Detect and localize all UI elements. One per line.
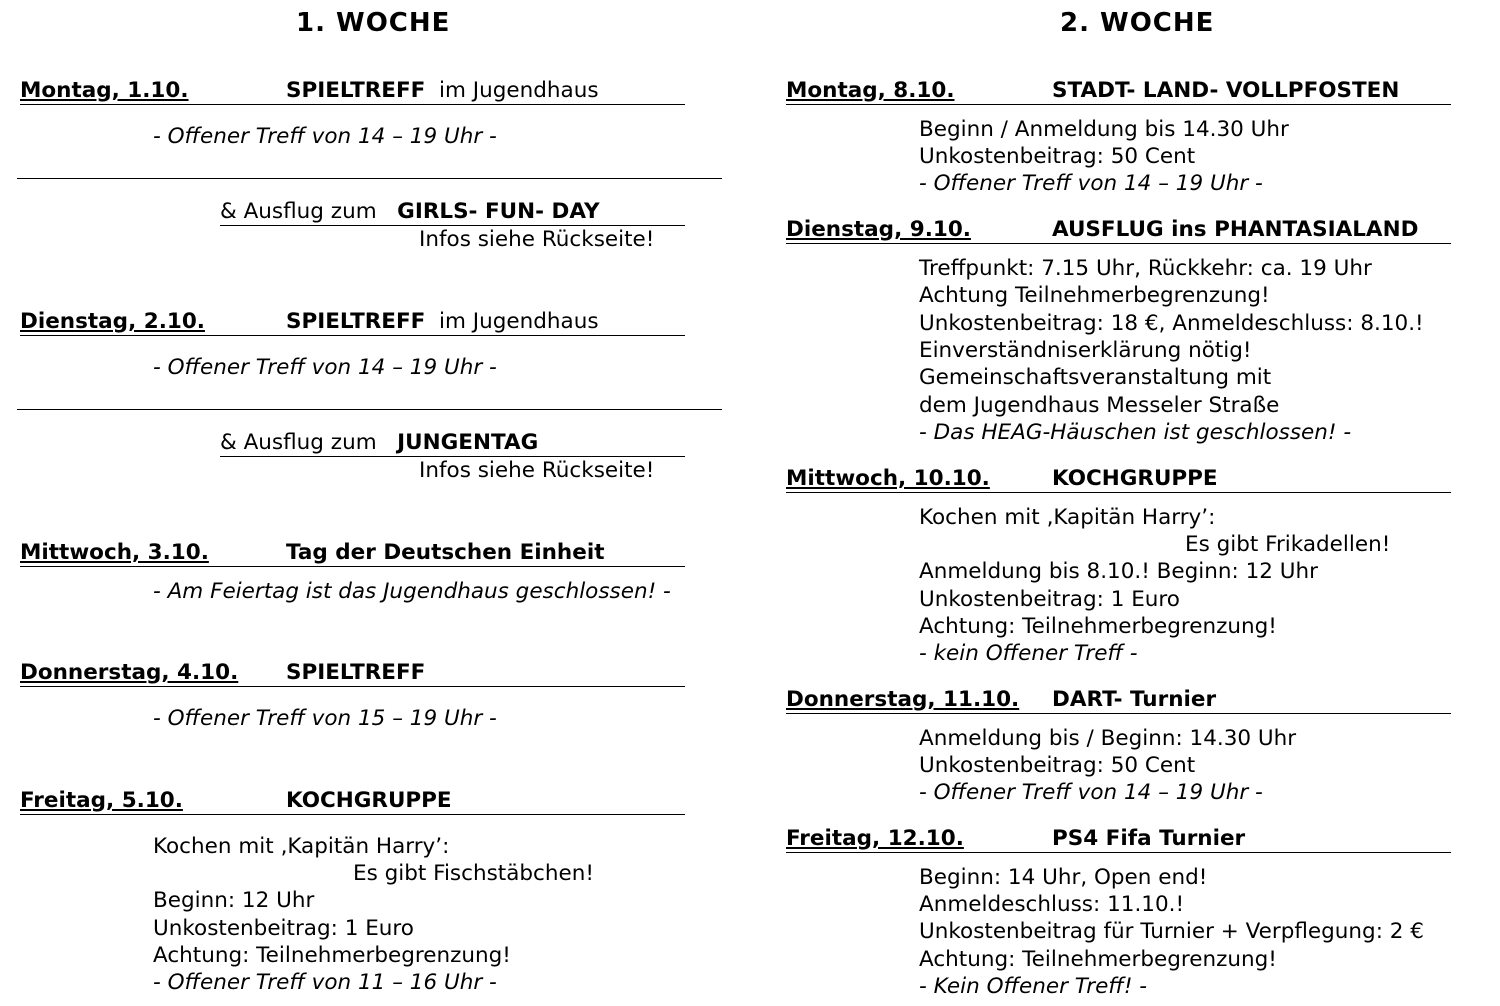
week2-tuesday-line2: Achtung Teilnehmerbegrenzung! xyxy=(919,283,1270,308)
week1-wednesday-event: Tag der Deutschen Einheit xyxy=(286,540,605,565)
week1-monday-note: - Offener Treff von 14 – 19 Uhr - xyxy=(153,124,497,149)
week2-tuesday-line1: Treffpunkt: 7.15 Uhr, Rückkehr: ca. 19 Uhr xyxy=(919,256,1372,281)
week2-tuesday-note: - Das HEAG-Häuschen ist geschlossen! - xyxy=(919,420,1352,445)
week1-tuesday-extra-info: Infos siehe Rückseite! xyxy=(419,458,655,483)
week1-monday-header xyxy=(20,77,685,105)
week2-tuesday-line3: Unkostenbeitrag: 18 €, Anmeldeschluss: 8.10.! xyxy=(919,311,1424,336)
week1-thursday-header xyxy=(20,659,685,687)
week2-friday-event: PS4 Fifa Turnier xyxy=(1052,826,1246,851)
week2-tuesday-date: Dienstag, 9.10. xyxy=(786,217,971,242)
week2-wednesday-line1: Kochen mit ‚Kapitän Harry’: xyxy=(919,505,1216,530)
week1-tuesday-event: SPIELTREFF im Jugendhaus xyxy=(286,309,599,334)
week2-thursday-line2: Unkostenbeitrag: 50 Cent xyxy=(919,753,1196,778)
week1-tuesday-header xyxy=(20,308,685,336)
week1-tuesday-note: - Offener Treff von 14 – 19 Uhr - xyxy=(153,355,497,380)
week2-friday-header xyxy=(786,825,1451,853)
week1-friday-date: Freitag, 5.10. xyxy=(20,788,183,813)
week2-wednesday-line3: Anmeldung bis 8.10.! Beginn: 12 Uhr xyxy=(919,559,1318,584)
week1-wednesday-date: Mittwoch, 3.10. xyxy=(20,540,209,565)
week1-wednesday-header xyxy=(20,539,685,567)
week2-thursday-header xyxy=(786,686,1451,714)
week2-title: 2. WOCHE xyxy=(1060,8,1215,38)
week1-monday-date: Montag, 1.10. xyxy=(20,78,189,103)
week2-friday-line1: Beginn: 14 Uhr, Open end! xyxy=(919,865,1208,890)
week1-friday-header xyxy=(20,787,685,815)
week2-tuesday-header xyxy=(786,216,1451,244)
week2-thursday-date: Donnerstag, 11.10. xyxy=(786,687,1020,712)
week2-thursday-event: DART- Turnier xyxy=(1052,687,1217,712)
week2-tuesday-line6: dem Jugendhaus Messeler Straße xyxy=(919,393,1280,418)
week2-monday-note: - Offener Treff von 14 – 19 Uhr - xyxy=(919,171,1263,196)
week2-friday-line3: Unkostenbeitrag für Turnier + Verpflegung: 2 € xyxy=(919,919,1424,944)
week1-friday-line4: Unkostenbeitrag: 1 Euro xyxy=(153,916,414,941)
week2-monday-line2: Unkostenbeitrag: 50 Cent xyxy=(919,144,1196,169)
week2-wednesday-date: Mittwoch, 10.10. xyxy=(786,466,990,491)
week2-thursday-note: - Offener Treff von 14 – 19 Uhr - xyxy=(919,780,1263,805)
week1-thursday-note: - Offener Treff von 15 – 19 Uhr - xyxy=(153,706,497,731)
week2-wednesday-line4: Unkostenbeitrag: 1 Euro xyxy=(919,587,1180,612)
week1-tuesday-date: Dienstag, 2.10. xyxy=(20,309,205,334)
week2-wednesday-event: KOCHGRUPPE xyxy=(1052,466,1218,491)
week2-friday-date: Freitag, 12.10. xyxy=(786,826,964,851)
week1-friday-event: KOCHGRUPPE xyxy=(286,788,452,813)
week2-wednesday-header xyxy=(786,465,1451,493)
week2-wednesday-note: - kein Offener Treff - xyxy=(919,641,1138,666)
week1-monday-extra-info: Infos siehe Rückseite! xyxy=(419,227,655,252)
week1-friday-line2: Es gibt Fischstäbchen! xyxy=(353,861,594,886)
week1-thursday-event: SPIELTREFF xyxy=(286,660,426,685)
week2-monday-header xyxy=(786,77,1451,105)
week2-tuesday-line5: Gemeinschaftsveranstaltung mit xyxy=(919,365,1272,390)
week2-monday-date: Montag, 8.10. xyxy=(786,78,955,103)
divider xyxy=(17,178,722,179)
week2-friday-line2: Anmeldeschluss: 11.10.! xyxy=(919,892,1185,917)
week1-friday-line5: Achtung: Teilnehmerbegrenzung! xyxy=(153,943,511,968)
week2-monday-event: STADT- LAND- VOLLPFOSTEN xyxy=(1052,78,1400,103)
week1-thursday-date: Donnerstag, 4.10. xyxy=(20,660,239,685)
week1-friday-note: - Offener Treff von 11 – 16 Uhr - xyxy=(153,970,497,995)
week2-thursday-line1: Anmeldung bis / Beginn: 14.30 Uhr xyxy=(919,726,1297,751)
week2-wednesday-line2: Es gibt Frikadellen! xyxy=(1185,532,1391,557)
week1-monday-event: SPIELTREFF im Jugendhaus xyxy=(286,78,599,103)
week1-friday-line3: Beginn: 12 Uhr xyxy=(153,888,315,913)
week2-tuesday-line4: Einverständniserklärung nötig! xyxy=(919,338,1252,363)
week1-tuesday-extra: & Ausflug zum JUNGENTAG xyxy=(220,429,685,457)
week2-tuesday-event: AUSFLUG ins PHANTASIALAND xyxy=(1052,217,1419,242)
week1-title: 1. WOCHE xyxy=(296,8,451,38)
week2-wednesday-line5: Achtung: Teilnehmerbegrenzung! xyxy=(919,614,1277,639)
week2-friday-line4: Achtung: Teilnehmerbegrenzung! xyxy=(919,947,1277,972)
week1-monday-extra: & Ausflug zum GIRLS- FUN- DAY xyxy=(220,198,685,226)
divider xyxy=(17,409,722,410)
week2-friday-note: - Kein Offener Treff! - xyxy=(919,974,1148,999)
week2-monday-line1: Beginn / Anmeldung bis 14.30 Uhr xyxy=(919,117,1289,142)
week1-wednesday-note: - Am Feiertag ist das Jugendhaus geschlossen! - xyxy=(153,579,671,604)
week1-friday-line1: Kochen mit ‚Kapitän Harry’: xyxy=(153,834,450,859)
